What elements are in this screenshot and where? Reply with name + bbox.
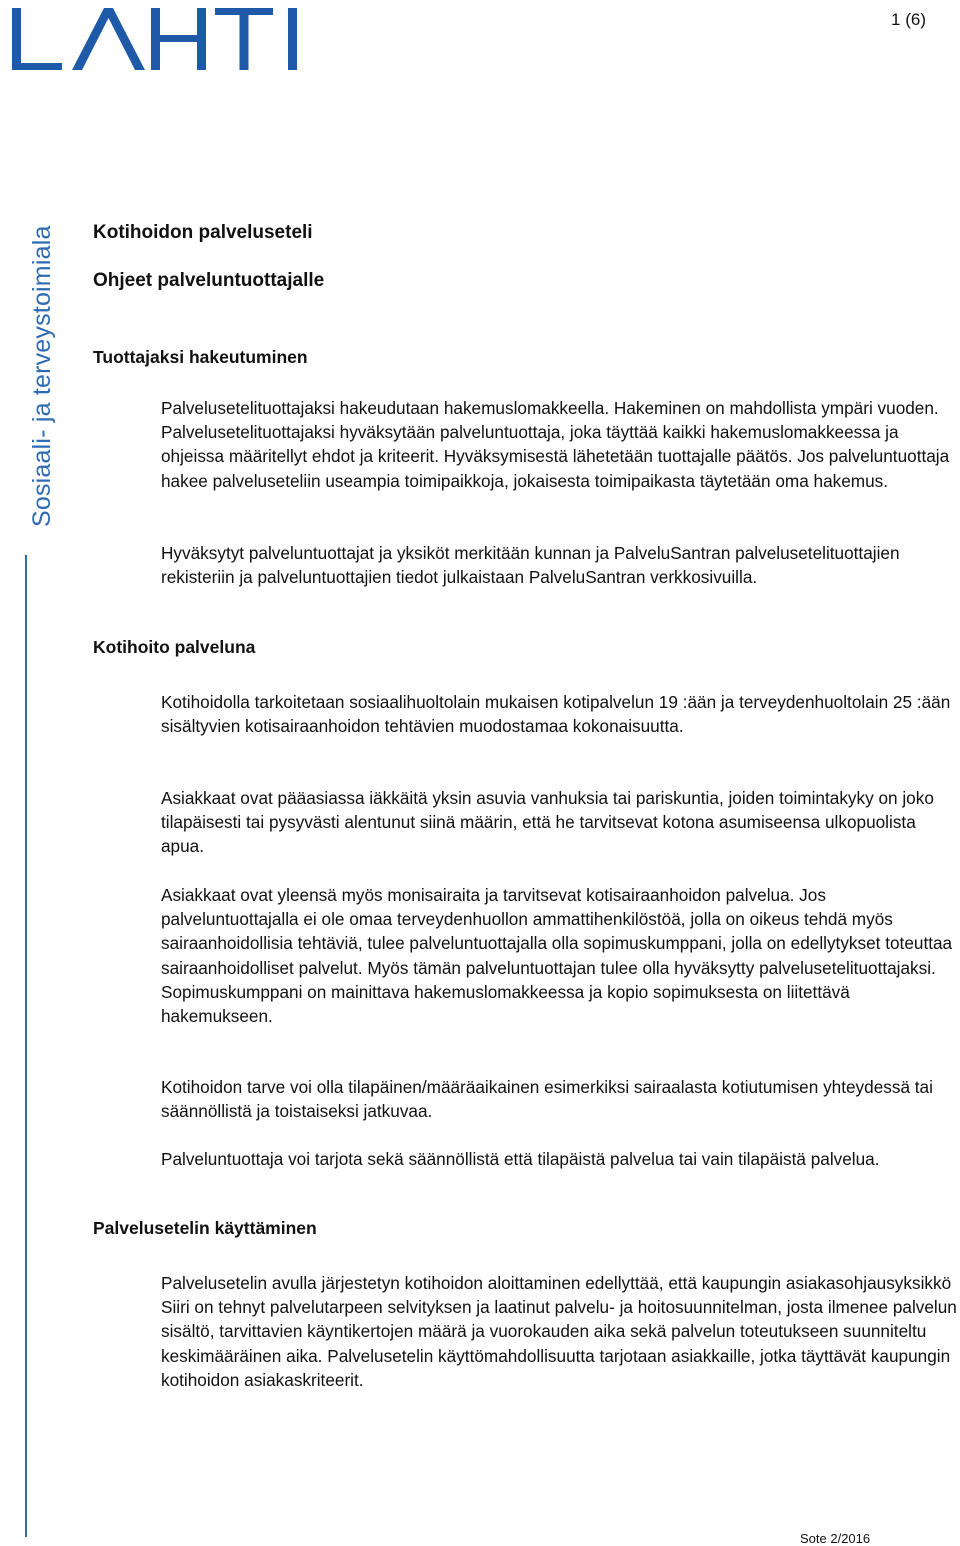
side-divider	[25, 555, 27, 1537]
page-number: 1 (6)	[891, 10, 926, 29]
paragraph: Asiakkaat ovat yleensä myös monisairaita ja tarvitsevat kotisairaanhoidon palvelua. Jos palveluntuottajalla ei ole omaa terveydenhuollon ammattihenkilöstöä, jolla on oikeus tehdä myös sairaanhoidollisia tehtäviä, tulee palveluntuottajalla olla sopimuskumppani, jolla on edellytykset toteuttaa sairaanhoidolliset palvelut. Myös tämän palveluntuottajan tulee olla hyväksytty palvelusetelituottajaksi. Sopimuskumppani on mainittava hakemuslomakkeessa ja kopio sopimuksesta on liitettävä hakemukseen.	[161, 885, 953, 1027]
paragraph: Kotihoidolla tarkoitetaan sosiaalihuoltolain mukaisen kotipalvelun 19 :ään ja terveydenhuoltolain 25 :ään sisältyvien kotisairaanhoidon tehtävien muodostamaa kokonaisuutta.	[161, 692, 951, 737]
section-heading-application: Tuottajaksi hakeutuminen	[93, 347, 308, 367]
paragraph: Kotihoidon tarve voi olla tilapäinen/määräaikainen esimerkiksi sairaalasta kotiutumisen yhteydessä tai säännöllistä ja toistaiseksi jatkuvaa.	[161, 1077, 933, 1122]
paragraph: Hyväksytyt palveluntuottajat ja yksiköt merkitään kunnan ja PalveluSantran palvelusetelituottajien rekisteriin ja palveluntuottajien tiedot julkaistaan PalveluSantran verkkosivuilla.	[161, 543, 900, 588]
section-heading-home-care: Kotihoito palveluna	[93, 637, 256, 657]
footer-document-code: Sote 2/2016	[800, 1531, 871, 1546]
paragraph: Palveluntuottaja voi tarjota sekä säännöllistä että tilapäistä palvelua tai vain tilapäistä palvelua.	[161, 1149, 880, 1169]
document-title: Kotihoidon palveluseteli	[93, 222, 313, 243]
paragraph: Palvelusetelituottajaksi hakeudutaan hakemuslomakkeella. Hakeminen on mahdollista ympäri vuoden. Palvelusetelituottajaksi hyväksytään palveluntuottaja, joka täyttää kaikki hakemuslomakkeessa ja ohjeissa määritellyt ehdot ja kriteerit. Hyväksymisestä lähetetään tuottajalle päätös. Jos palveluntuottaja hakee palveluseteliin useampia toimipaikkoja, jokaisesta toimipaikasta täytetään oma hakemus.	[161, 398, 950, 491]
department-label: Sosiaali- ja terveystoimiala	[28, 225, 56, 527]
section-heading-voucher-use: Palvelusetelin käyttäminen	[93, 1218, 317, 1238]
lahti-logo	[12, 6, 300, 74]
document-subtitle: Ohjeet palveluntuottajalle	[93, 270, 325, 291]
paragraph: Asiakkaat ovat pääasiassa iäkkäitä yksin asuvia vanhuksia tai pariskuntia, joiden toimintakyky on joko tilapäisesti tai pysyvästi alentunut siinä määrin, että he tarvitsevat kotona asumiseensa ulkopuolista apua.	[161, 788, 934, 857]
paragraph: Palvelusetelin avulla järjestetyn kotihoidon aloittaminen edellyttää, että kaupungin asiakasohjausyksikkö Siiri on tehnyt palvelutarpeen selvityksen ja laatinut palvelu- ja hoitosuunnitelman, josta ilmenee palvelun sisältö, tarvittavien käyntikertojen määrä ja vuorokauden aika sekä palvelun toteutukseen suunniteltu keskimääräinen aika. Palvelusetelin käyttömahdollisuutta tarjotaan asiakkaille, jotka täyttävät kaupungin kotihoidon asiakaskriteerit.	[161, 1273, 957, 1390]
